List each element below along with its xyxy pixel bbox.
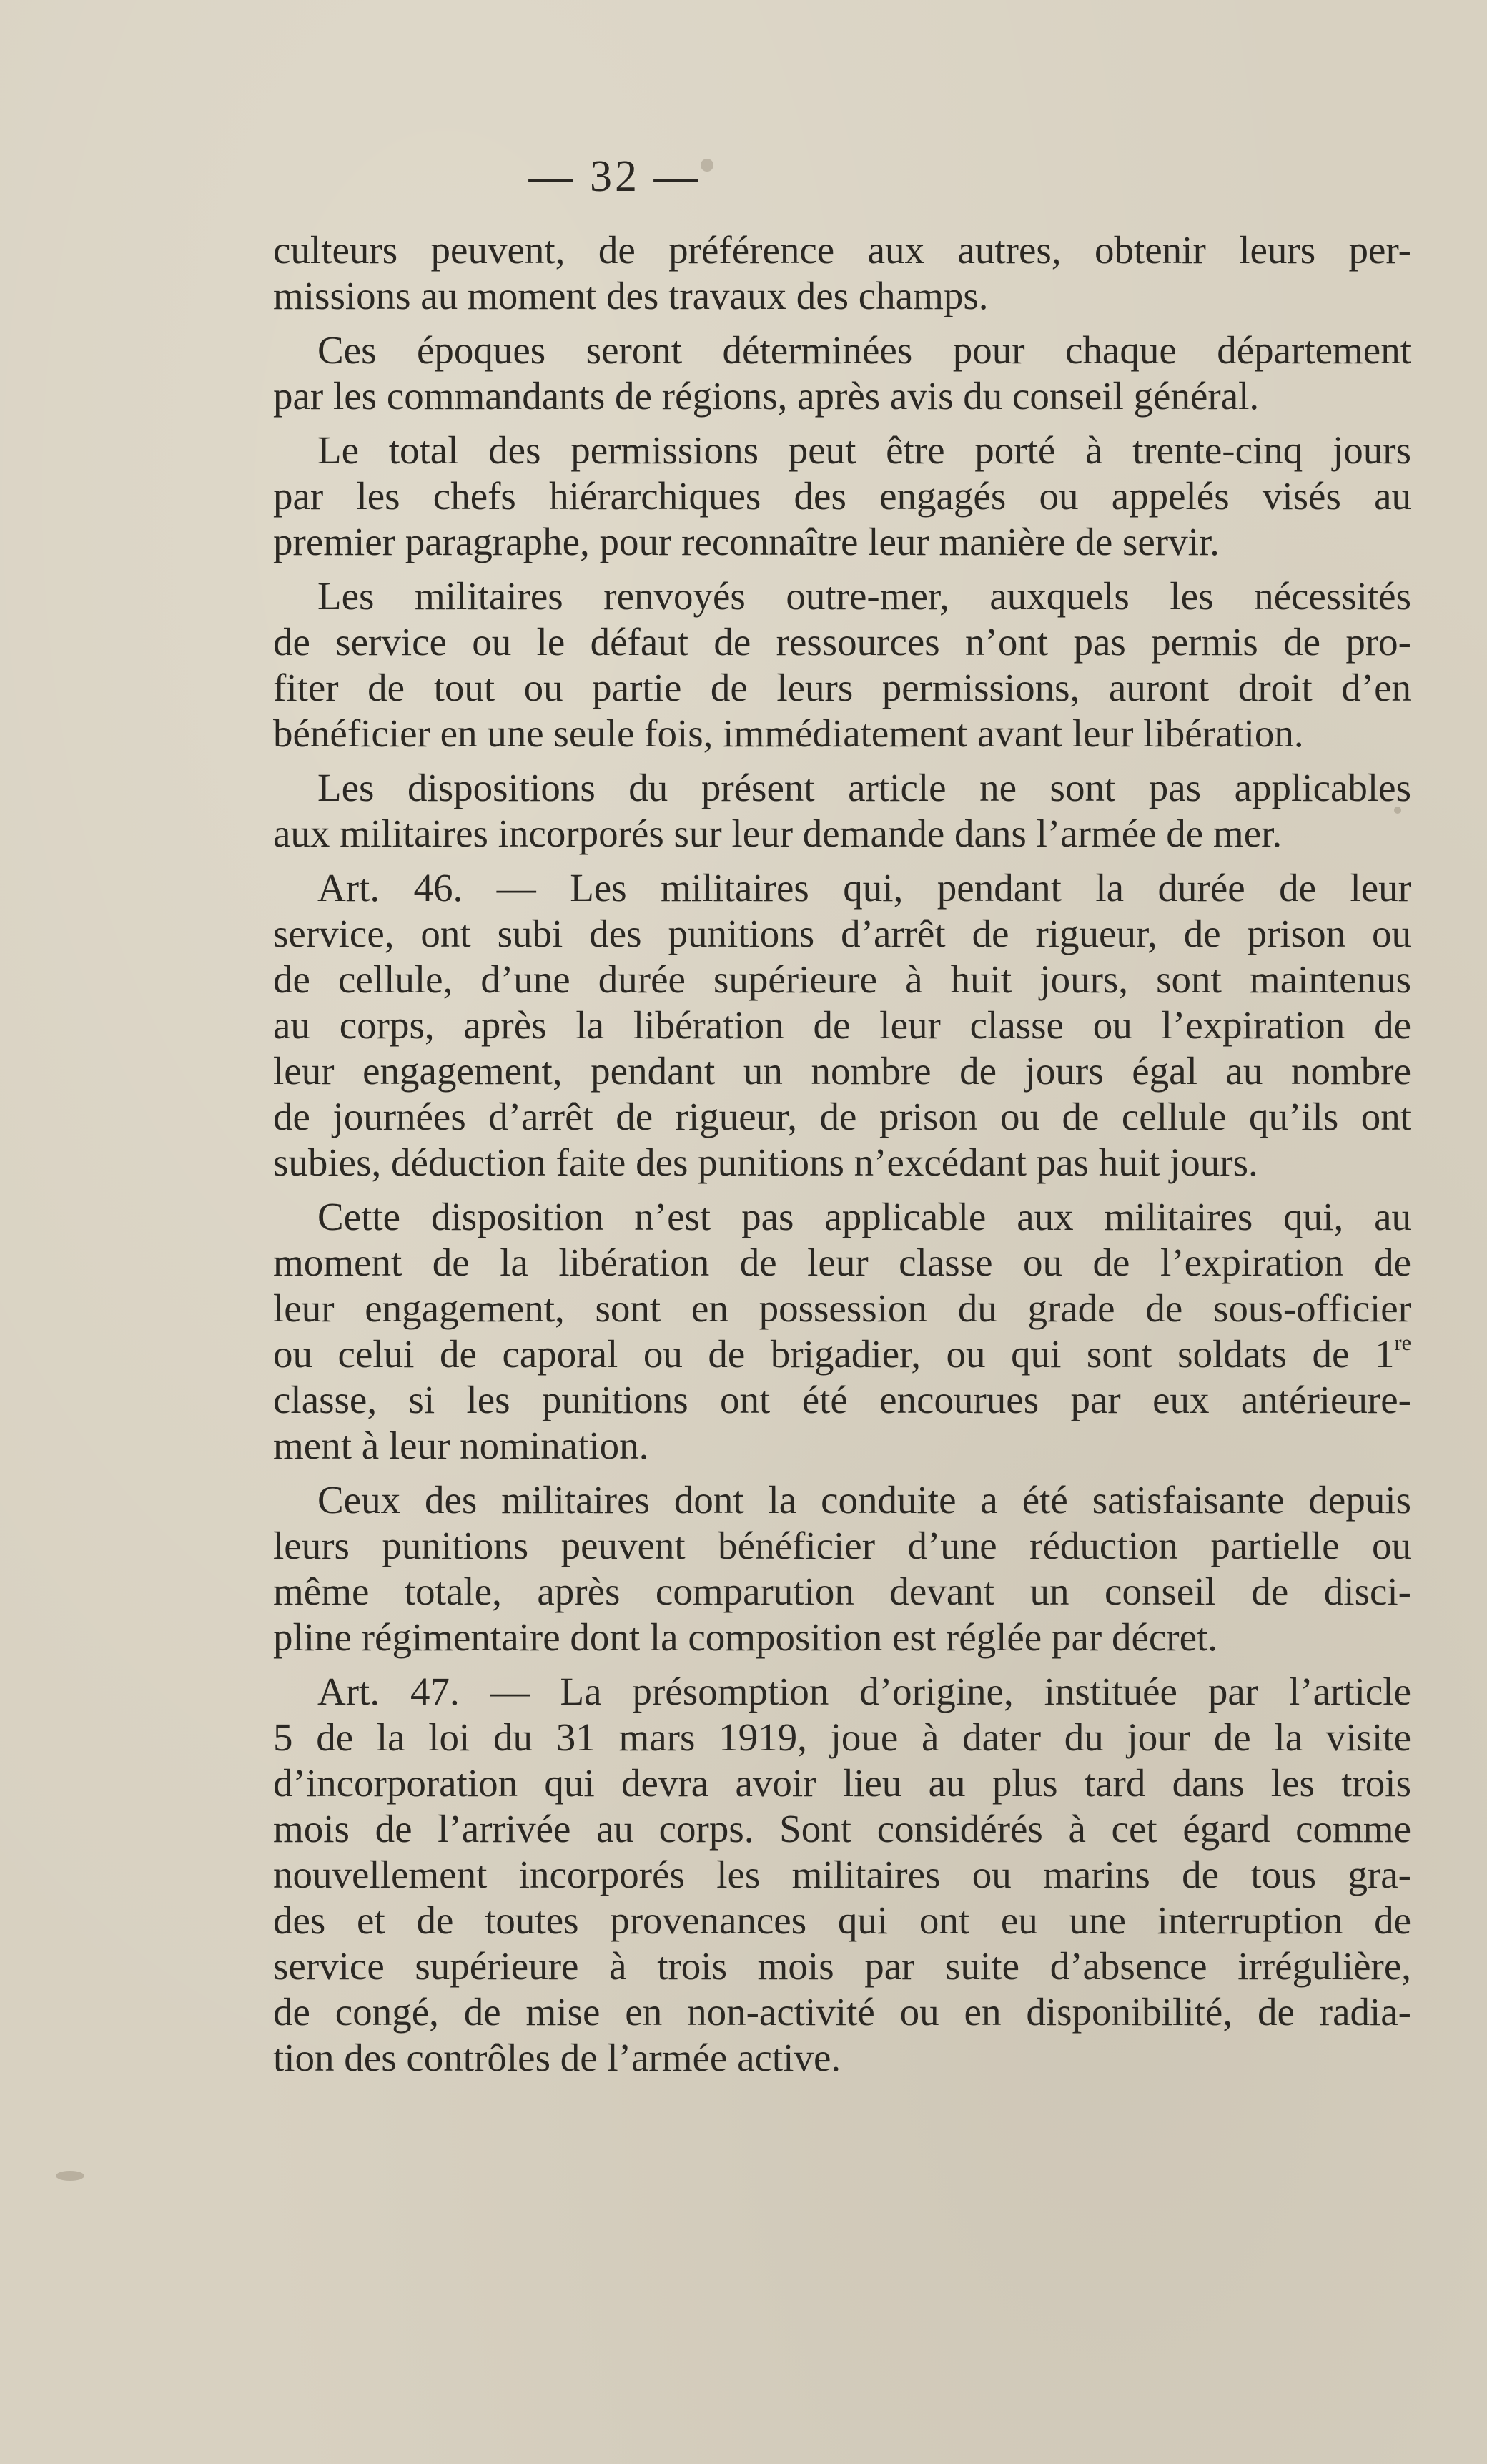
text-line: Les militaires renvoyés outre-mer, auxquels les nécessités bbox=[317, 574, 1411, 618]
paragraph bbox=[273, 428, 1411, 565]
text-line: au corps, après la libération de leur classe ou l’expiration de bbox=[273, 1003, 1411, 1047]
paragraph bbox=[273, 1477, 1411, 1660]
text-line: de congé, de mise en non-activité ou en disponibilité, de radia- bbox=[273, 1990, 1411, 2034]
text-line: Art. 47. — La présomption d’origine, instituée par l’article bbox=[317, 1670, 1411, 1713]
text-line: fiter de tout ou partie de leurs permissions, auront droit d’en bbox=[273, 666, 1411, 709]
text-line: culteurs peuvent, de préférence aux autres, obtenir leurs per- bbox=[273, 228, 1411, 272]
text-line: subies, déduction faite des punitions n’excédant pas huit jours. bbox=[273, 1140, 1258, 1184]
text-line: de journées d’arrêt de rigueur, de prison ou de cellule qu’ils ont bbox=[273, 1095, 1411, 1138]
paragraph bbox=[273, 573, 1411, 757]
text-line: leur engagement, pendant un nombre de jours égal au nombre bbox=[273, 1049, 1411, 1093]
text-line: moment de la libération de leur classe ou de l’expiration de bbox=[273, 1241, 1411, 1284]
page-number: — 32 — bbox=[528, 152, 701, 201]
text-line: d’incorporation qui devra avoir lieu au plus tard dans les trois bbox=[273, 1761, 1411, 1805]
text-line: aux militaires incorporés sur leur demande dans l’armée de mer. bbox=[273, 812, 1283, 855]
text-line: par les commandants de régions, après avis du conseil général. bbox=[273, 374, 1260, 418]
text-line: de cellule, d’une durée supérieure à huit jours, sont maintenus bbox=[273, 957, 1411, 1001]
text-line: nouvellement incorporés les militaires ou marins de tous gra- bbox=[273, 1853, 1411, 1896]
text-line: leur engagement, sont en possession du grade de sous-officier bbox=[273, 1286, 1411, 1330]
text-line: Art. 46. — Les militaires qui, pendant la durée de leur bbox=[317, 866, 1411, 910]
text-line: même totale, après comparution devant un conseil de disci- bbox=[273, 1569, 1411, 1613]
text-line: ou celui de caporal ou de brigadier, ou qui sont soldats de 1re bbox=[273, 1331, 1411, 1376]
text-line: Le total des permissions peut être porté à trente-cinq jours bbox=[317, 428, 1411, 472]
paragraph bbox=[273, 1194, 1411, 1469]
paragraph bbox=[273, 865, 1411, 1186]
text-line: bénéficier en une seule fois, immédiatement avant leur libération. bbox=[273, 711, 1304, 755]
text-line: de service ou le défaut de ressources n’ont pas permis de pro- bbox=[273, 620, 1411, 664]
text-line: ment à leur nomination. bbox=[273, 1424, 649, 1467]
text-line: missions au moment des travaux des champs. bbox=[273, 274, 989, 317]
text-line: service, ont subi des punitions d’arrêt de rigueur, de prison ou bbox=[273, 912, 1411, 955]
text-line: classe, si les punitions ont été encourues par eux antérieure- bbox=[273, 1378, 1411, 1421]
text-line: pline régimentaire dont la composition est réglée par décret. bbox=[273, 1615, 1218, 1659]
text-line: par les chefs hiérarchiques des engagés ou appelés visés au bbox=[273, 474, 1411, 518]
text-line: Ceux des militaires dont la conduite a été satisfaisante depuis bbox=[317, 1478, 1411, 1522]
text-line: mois de l’arrivée au corps. Sont considérés à cet égard comme bbox=[273, 1807, 1411, 1851]
body-text bbox=[273, 227, 1411, 2089]
paragraph bbox=[273, 1669, 1411, 2081]
text-line: Ces époques seront déterminées pour chaque département bbox=[317, 328, 1411, 372]
text-line: leurs punitions peuvent bénéficier d’une réduction partielle ou bbox=[273, 1524, 1411, 1567]
text-line: 5 de la loi du 31 mars 1919, joue à dater du jour de la visite bbox=[273, 1715, 1411, 1759]
text-line: des et de toutes provenances qui ont eu une interruption de bbox=[273, 1898, 1411, 1942]
text-line: tion des contrôles de l’armée active. bbox=[273, 2036, 841, 2079]
paragraph bbox=[273, 765, 1411, 857]
text-line: service supérieure à trois mois par suite d’absence irrégulière, bbox=[273, 1944, 1411, 1988]
paragraph bbox=[273, 227, 1411, 319]
text-line: premier paragraphe, pour reconnaître leur manière de servir. bbox=[273, 520, 1220, 563]
paper-stain bbox=[56, 2171, 84, 2181]
paragraph bbox=[273, 327, 1411, 419]
text-line: Cette disposition n’est pas applicable aux militaires qui, au bbox=[317, 1195, 1411, 1238]
text-line: Les dispositions du présent article ne sont pas applicables bbox=[317, 766, 1411, 809]
